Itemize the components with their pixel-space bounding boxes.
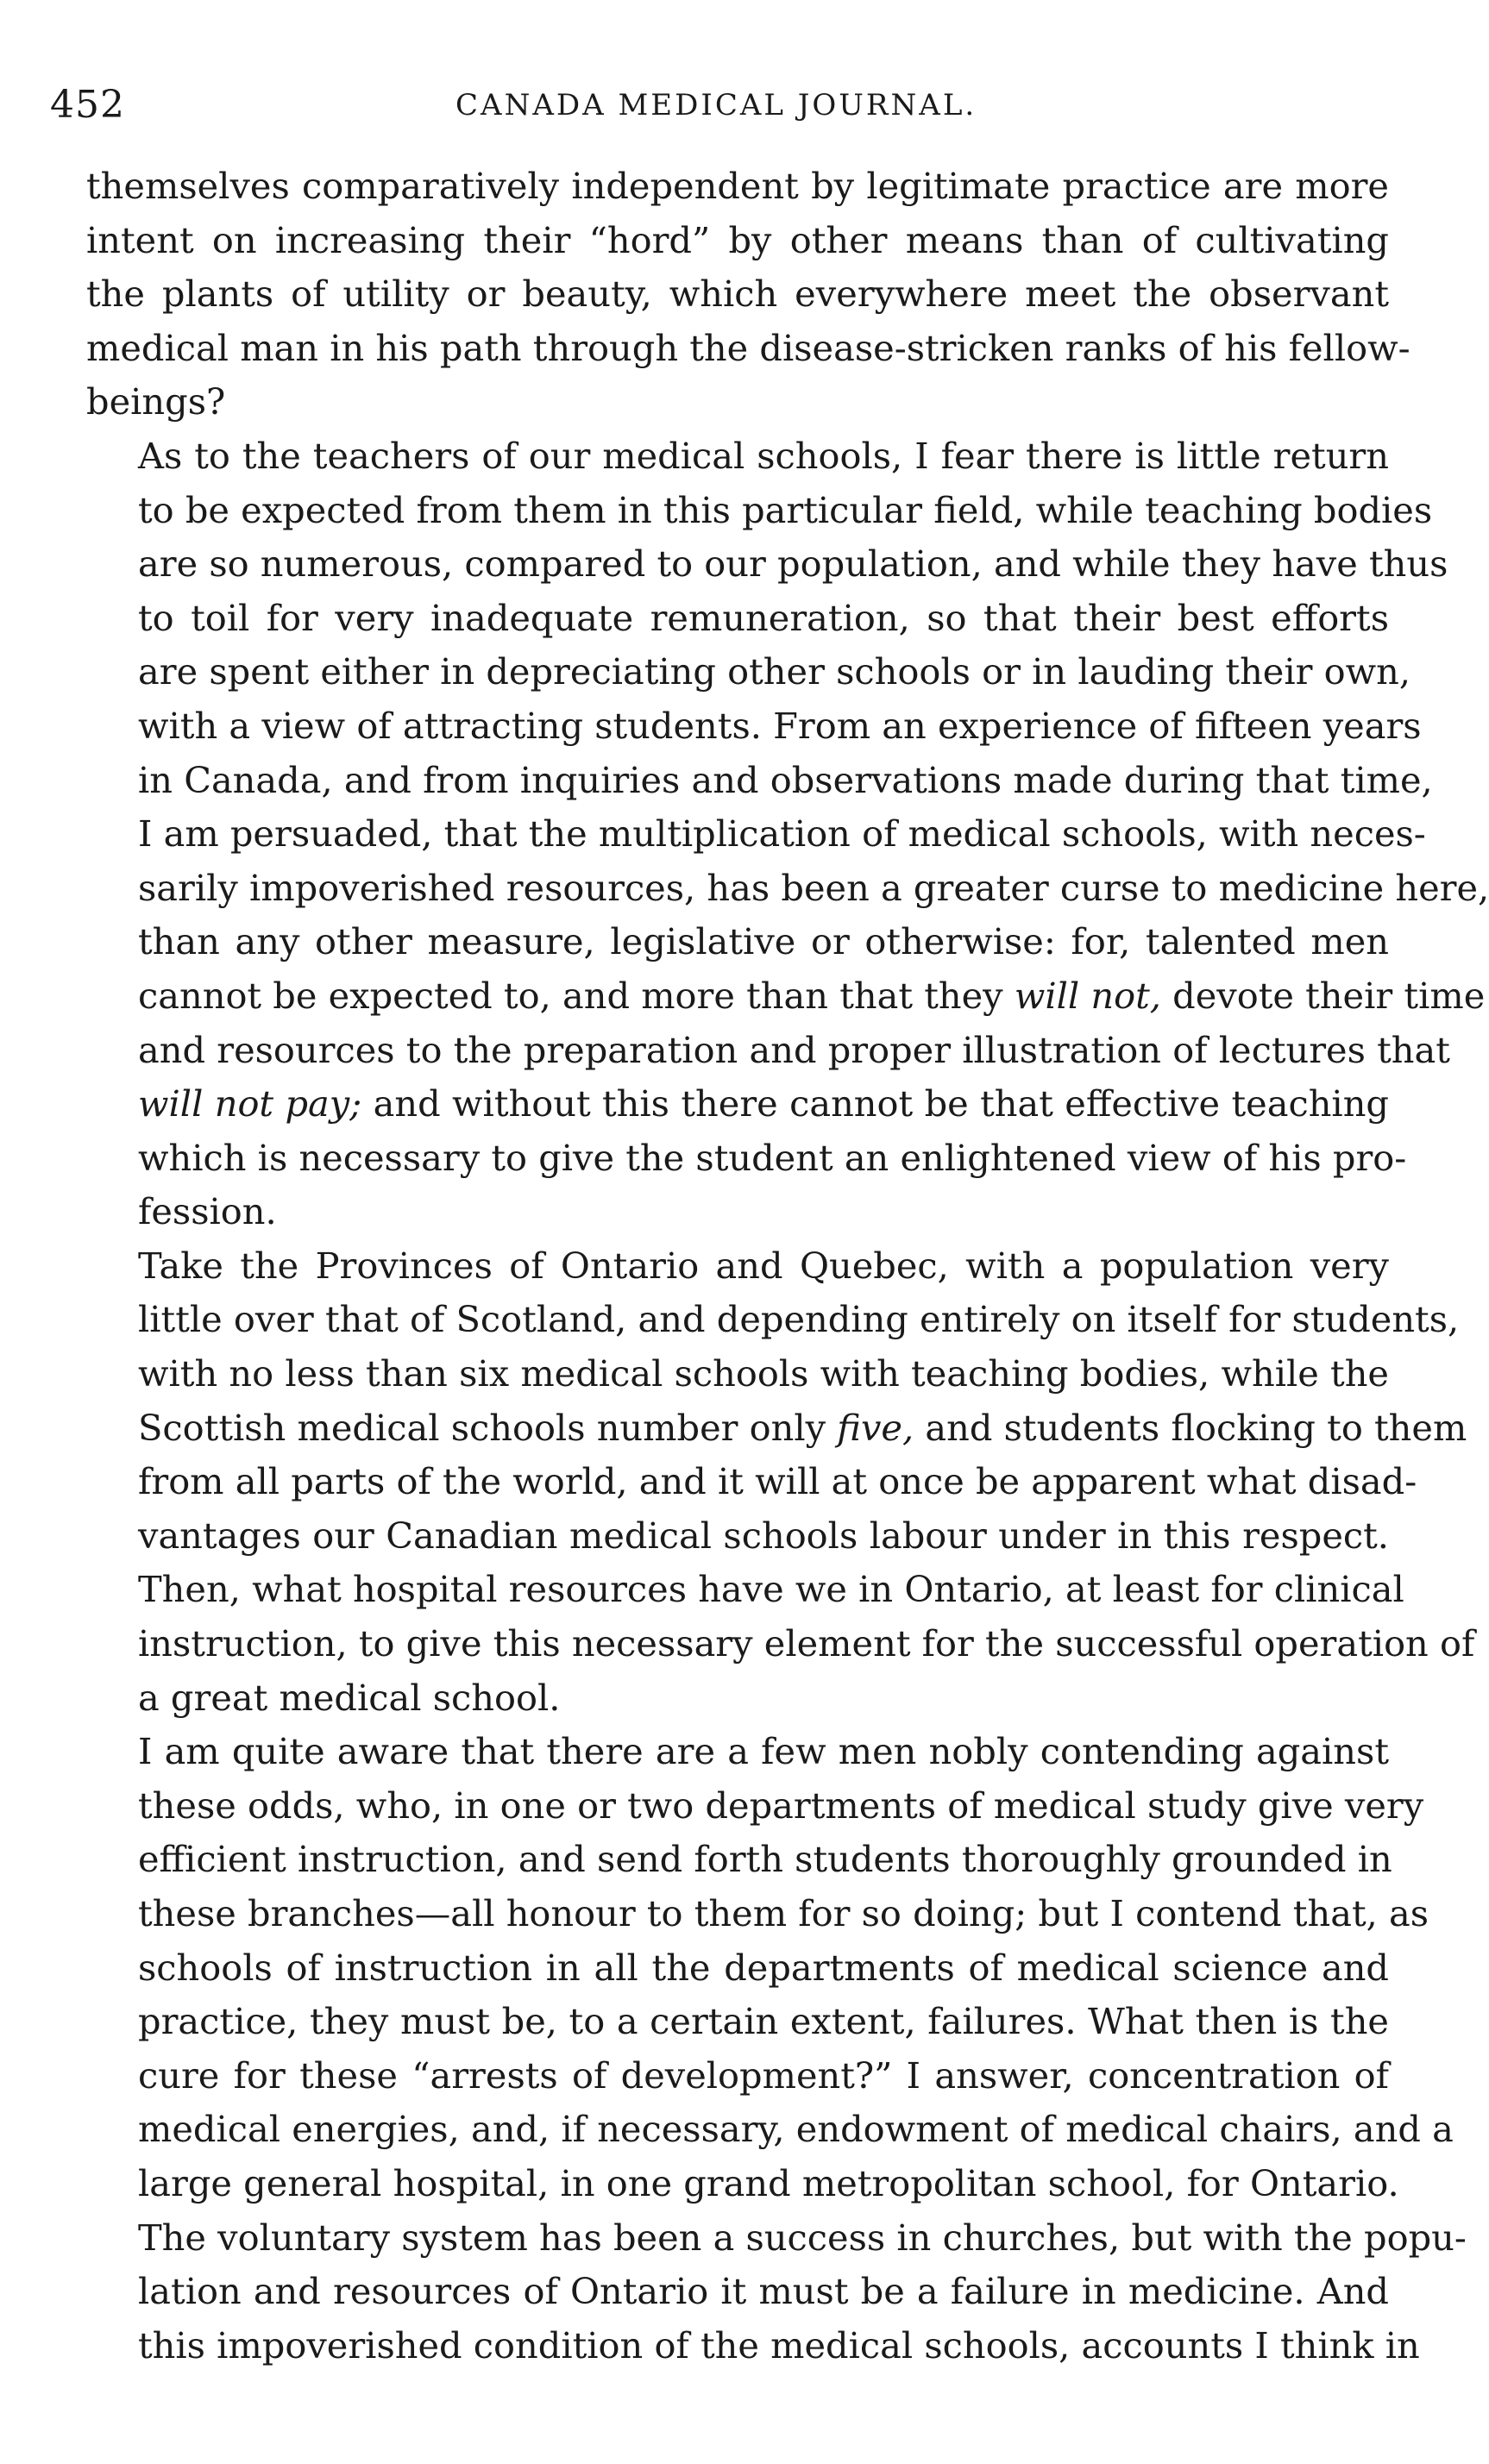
- text-line: intent on increasing their “hord” by other means than of cultivating: [86, 218, 1389, 261]
- text-line: cure for these “arrests of development?” I answer, concentration of: [138, 2053, 1389, 2097]
- text-line: I am quite aware that there are a few men nobly contending against: [138, 1730, 1389, 1773]
- text-line: vantages our Canadian medical schools labour under in this respect.: [138, 1514, 1389, 1557]
- text-line: cannot be expected to, and more than that they will not, devote their time: [138, 974, 1486, 1017]
- text-line: these odds, who, in one or two departments of medical study give very: [138, 1784, 1424, 1827]
- text-line: to toil for very inadequate remuneration, so that their best efforts: [138, 596, 1389, 639]
- text-line: The voluntary system has been a success in churches, but with the popu-: [138, 2216, 1467, 2259]
- text-line: in Canada, and from inquiries and observations made during that time,: [138, 758, 1433, 801]
- text-line: lation and resources of Ontario it must be a failure in medicine. And: [138, 2270, 1389, 2313]
- text-line: Take the Provinces of Ontario and Quebec, with a population very: [138, 1244, 1389, 1287]
- text-line: practice, they must be, to a certain extent, failures. What then is the: [138, 2000, 1389, 2043]
- text-line: As to the teachers of our medical schools, I fear there is little return: [138, 434, 1389, 477]
- text-line: and resources to the preparation and proper illustration of lectures that: [138, 1028, 1450, 1071]
- text-line: these branches—all honour to them for so doing; but I contend that, as: [138, 1892, 1429, 1934]
- text-line: efficient instruction, and send forth students thoroughly grounded in: [138, 1838, 1392, 1881]
- journal-title: CANADA MEDICAL JOURNAL.: [455, 88, 977, 122]
- text-line: I am persuaded, that the multiplication of medical schools, with neces-: [138, 812, 1426, 856]
- italic-emphasis: five,: [837, 1406, 914, 1449]
- text-line: schools of instruction in all the departments of medical science and: [138, 1946, 1389, 1989]
- article-body: [86, 160, 1489, 2373]
- text-line: little over that of Scotland, and depending entirely on itself for students,: [138, 1298, 1460, 1341]
- paragraph: [86, 1239, 1475, 1725]
- text-line: will not pay; and without this there cannot be that effective teaching: [138, 1082, 1389, 1125]
- text-line: medical energies, and, if necessary, endowment of medical chairs, and a: [138, 2108, 1454, 2151]
- paragraph: [86, 160, 1410, 429]
- text-line: themselves comparatively independent by legitimate practice are more: [86, 165, 1389, 207]
- text-line: with no less than six medical schools with teaching bodies, while the: [138, 1352, 1389, 1395]
- text-line: large general hospital, in one grand metropolitan school, for Ontario.: [138, 2161, 1399, 2204]
- italic-emphasis: will not pay;: [138, 1082, 362, 1125]
- running-head: [50, 83, 1396, 135]
- text-line: with a view of attracting students. From an experience of fifteen years: [138, 704, 1422, 747]
- paragraph: [86, 429, 1489, 1239]
- text-line: medical man in his path through the disease-stricken ranks of his fellow-: [86, 326, 1410, 369]
- text-line: a great medical school.: [138, 1676, 561, 1719]
- text-line: to be expected from them in this particular field, while teaching bodies: [138, 488, 1433, 531]
- text-line: Then, what hospital resources have we in Ontario, at least for clinical: [138, 1568, 1404, 1611]
- text-line: are spent either in depreciating other schools or in lauding their own,: [138, 650, 1411, 693]
- text-line: this impoverished condition of the medical schools, accounts I think in: [138, 2323, 1420, 2367]
- paragraph: [86, 1725, 1467, 2373]
- text-line: from all parts of the world, and it will at once be apparent what disad-: [138, 1460, 1417, 1503]
- text-line: beings?: [86, 380, 226, 423]
- text-line: instruction, to give this necessary element for the successful operation of: [138, 1622, 1475, 1665]
- text-line: are so numerous, compared to our population, and while they have thus: [138, 542, 1448, 586]
- page-number: 452: [50, 83, 125, 127]
- italic-emphasis: will not,: [1014, 974, 1161, 1017]
- text-line: than any other measure, legislative or otherwise: for, talented men: [138, 920, 1389, 963]
- text-line: fession.: [138, 1190, 277, 1233]
- text-line: sarily impoverished resources, has been a greater curse to medicine here,: [138, 866, 1489, 909]
- text-line: Scottish medical schools number only five, and students flocking to them: [138, 1406, 1467, 1449]
- text-line: the plants of utility or beauty, which everywhere meet the observant: [86, 273, 1389, 316]
- text-line: which is necessary to give the student an enlightened view of his pro-: [138, 1136, 1407, 1179]
